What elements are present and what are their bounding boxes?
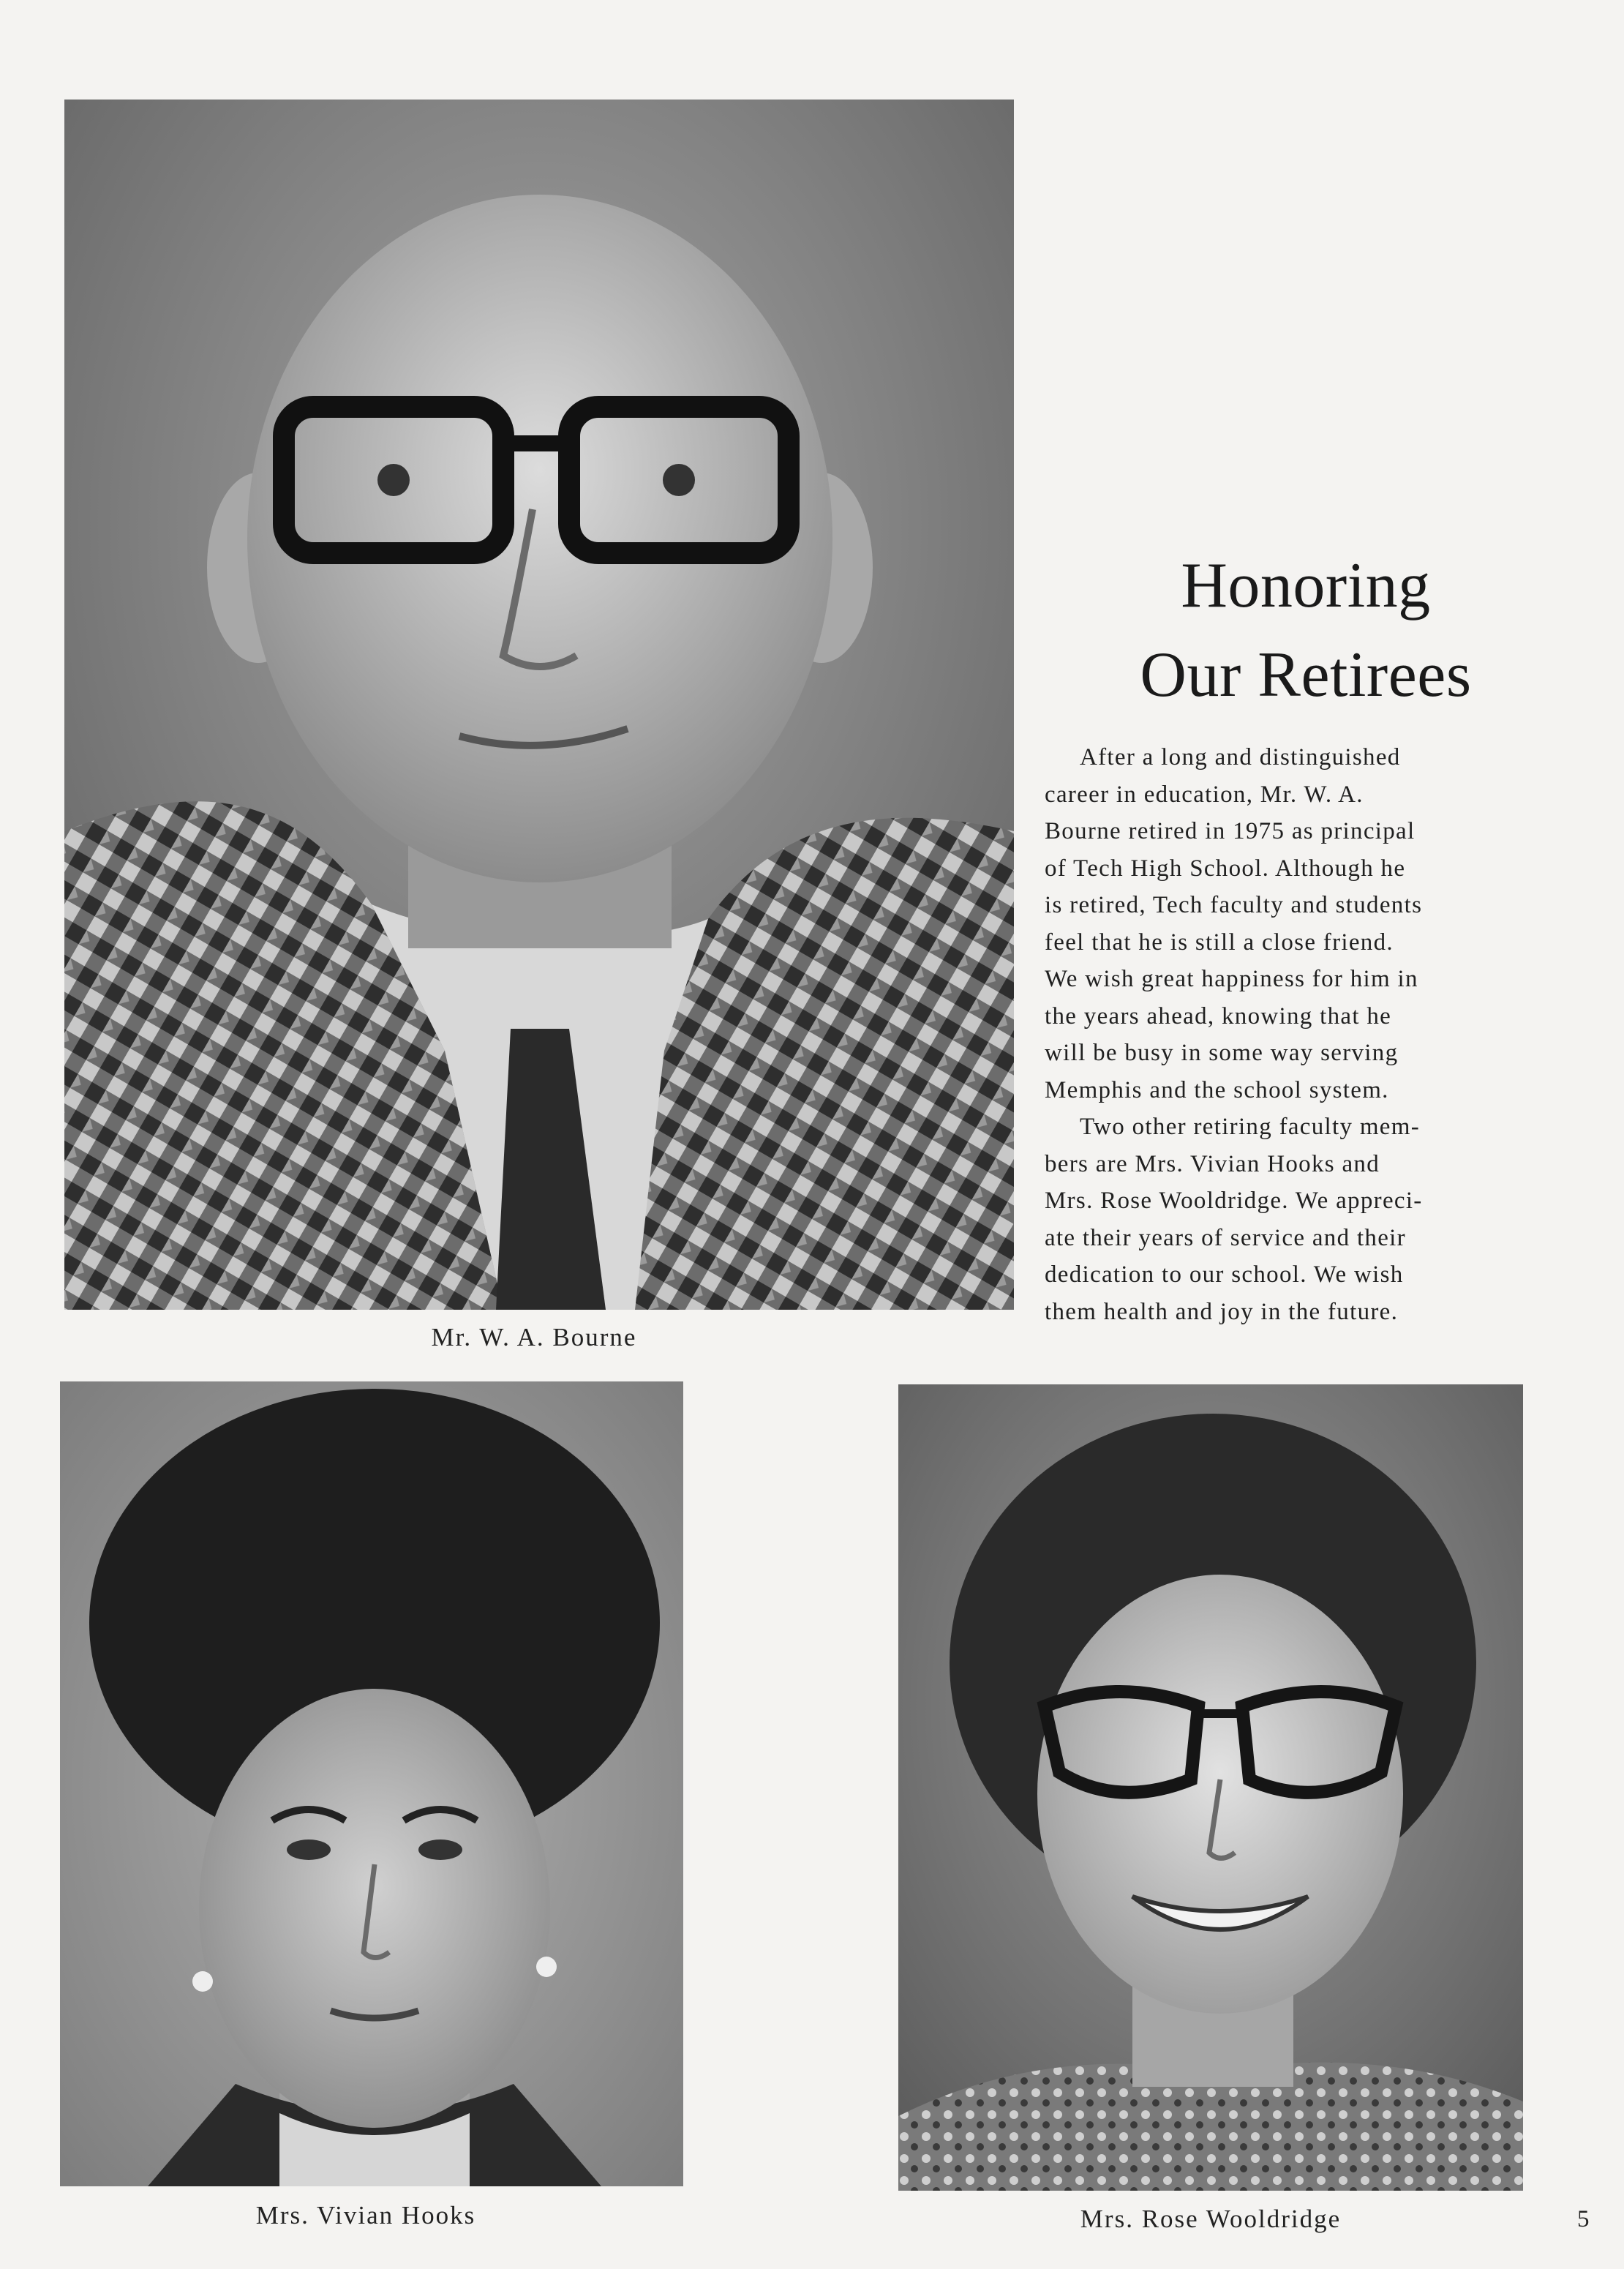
caption-bourne: Mr. W. A. Bourne [431,1323,637,1351]
body-line: We wish great happiness for him in [1045,966,1418,992]
page-number: 5 [1577,2206,1590,2232]
body-line: is retired, Tech faculty and students [1045,892,1423,918]
title-line-1: Honoring [1181,550,1431,621]
title-line-2: Our Retirees [1140,640,1472,710]
portrait-photo-wooldridge [898,1384,1523,2191]
body-line: Mrs. Rose Wooldridge. We appreci- [1045,1188,1423,1214]
portrait-photo-hooks [60,1381,683,2186]
article-body [1045,739,1527,1330]
body-line: Two other retiring faculty mem- [1080,1114,1421,1140]
body-line: Memphis and the school system. [1045,1076,1389,1103]
body-line: bers are Mrs. Vivian Hooks and [1045,1150,1380,1177]
body-line: dedication to our school. We wish [1045,1261,1404,1288]
body-line: the years ahead, knowing that he [1045,1002,1392,1030]
body-line: career in education, Mr. W. A. [1045,781,1364,808]
body-line: ate their years of service and their [1045,1224,1406,1251]
body-line: of Tech High School. Although he [1045,855,1406,882]
portrait-photo-bourne [64,100,1014,1310]
body-line: After a long and distinguished [1080,744,1401,770]
body-line: them health and joy in the future. [1045,1298,1399,1325]
caption-wooldridge: Mrs. Rose Wooldridge [1080,2205,1342,2233]
body-line: feel that he is still a close friend. [1045,929,1394,956]
page-title [1024,541,1587,720]
body-line: will be busy in some way serving [1045,1040,1399,1066]
caption-hooks: Mrs. Vivian Hooks [255,2201,476,2229]
body-line: Bourne retired in 1975 as principal [1045,818,1416,844]
